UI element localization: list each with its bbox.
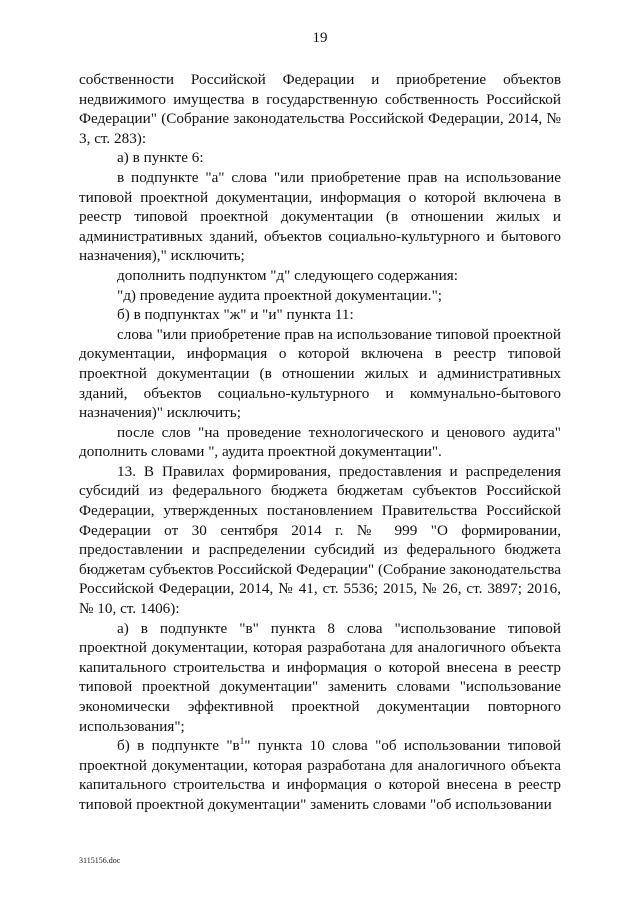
paragraph: после слов "на проведение технологического и ценового аудита" дополнить словами ", аудита проектной документации".	[79, 423, 561, 461]
superscript: 1	[239, 736, 245, 747]
paragraph-last	[79, 736, 561, 814]
paragraph: собственности Российской Федерации и приобретение объектов недвижимого имущества в государственную собственность Российской Федерации" (Собрание законодательства Российской Федерации, 2014, № 3, ст. 283):	[79, 71, 561, 147]
paragraph: а) в пункте 6:	[117, 149, 204, 167]
paragraph: а) в подпункте "в" пункта 8 слова "использование типовой проектной документации, которая разработана для аналогичного объекта капитального строительства и информация о которой внесена в реестр типовой проектной документации" заменить словами "использование экономически эффективной проектной документации повторного использования";	[79, 619, 561, 735]
document-body	[79, 70, 561, 815]
page-number: 19	[312, 30, 328, 46]
text-segment: б) в подпункте "в	[117, 737, 240, 755]
file-name-footer: 3115156.doc	[79, 856, 121, 865]
paragraph: слова "или приобретение прав на использование типовой проектной документации, информация о которой включена в реестр типовой проектной документации (в отношении жилых и административных зданий, объектов социально-культурного и коммунально-бытового назначения)" исключить;	[79, 325, 561, 422]
paragraph: б) в подпунктах "ж" и "и" пункта 11:	[117, 306, 354, 324]
paragraph: "д) проведение аудита проектной документации.";	[117, 286, 443, 304]
paragraph: 13. В Правилах формирования, предоставления и распределения субсидий из федерального бюджета бюджетам субъектов Российской Федерации, утвержденных постановлением Правительства Российской Федерации от 30 сентября 2014 г. № 999 "О формировании, предоставлении и распределении субсидий из федерального бюджета бюджетам субъектов Российской Федерации" (Собрание законодательства Российской Федерации, 2014, № 41, ст. 5536; 2015, № 26, ст. 3897; 2016, № 10, ст. 1406):	[79, 462, 561, 618]
paragraph: в подпункте "а" слова "или приобретение прав на использование типовой проектной документации, информация о которой включена в реестр типовой проектной документации (в отношении жилых и административных зданий, объектов социально-культурного и бытового назначения)," исключить;	[79, 168, 561, 265]
text-segment: " пункта 10 слова "об использовании типовой проектной документации, которая разработана для аналогичного объекта капитального строительства и информация о которой внесена в реестр типовой проектной документации" заменить словами "об использовании	[79, 737, 561, 813]
paragraph: дополнить подпунктом "д" следующего содержания:	[117, 266, 459, 284]
